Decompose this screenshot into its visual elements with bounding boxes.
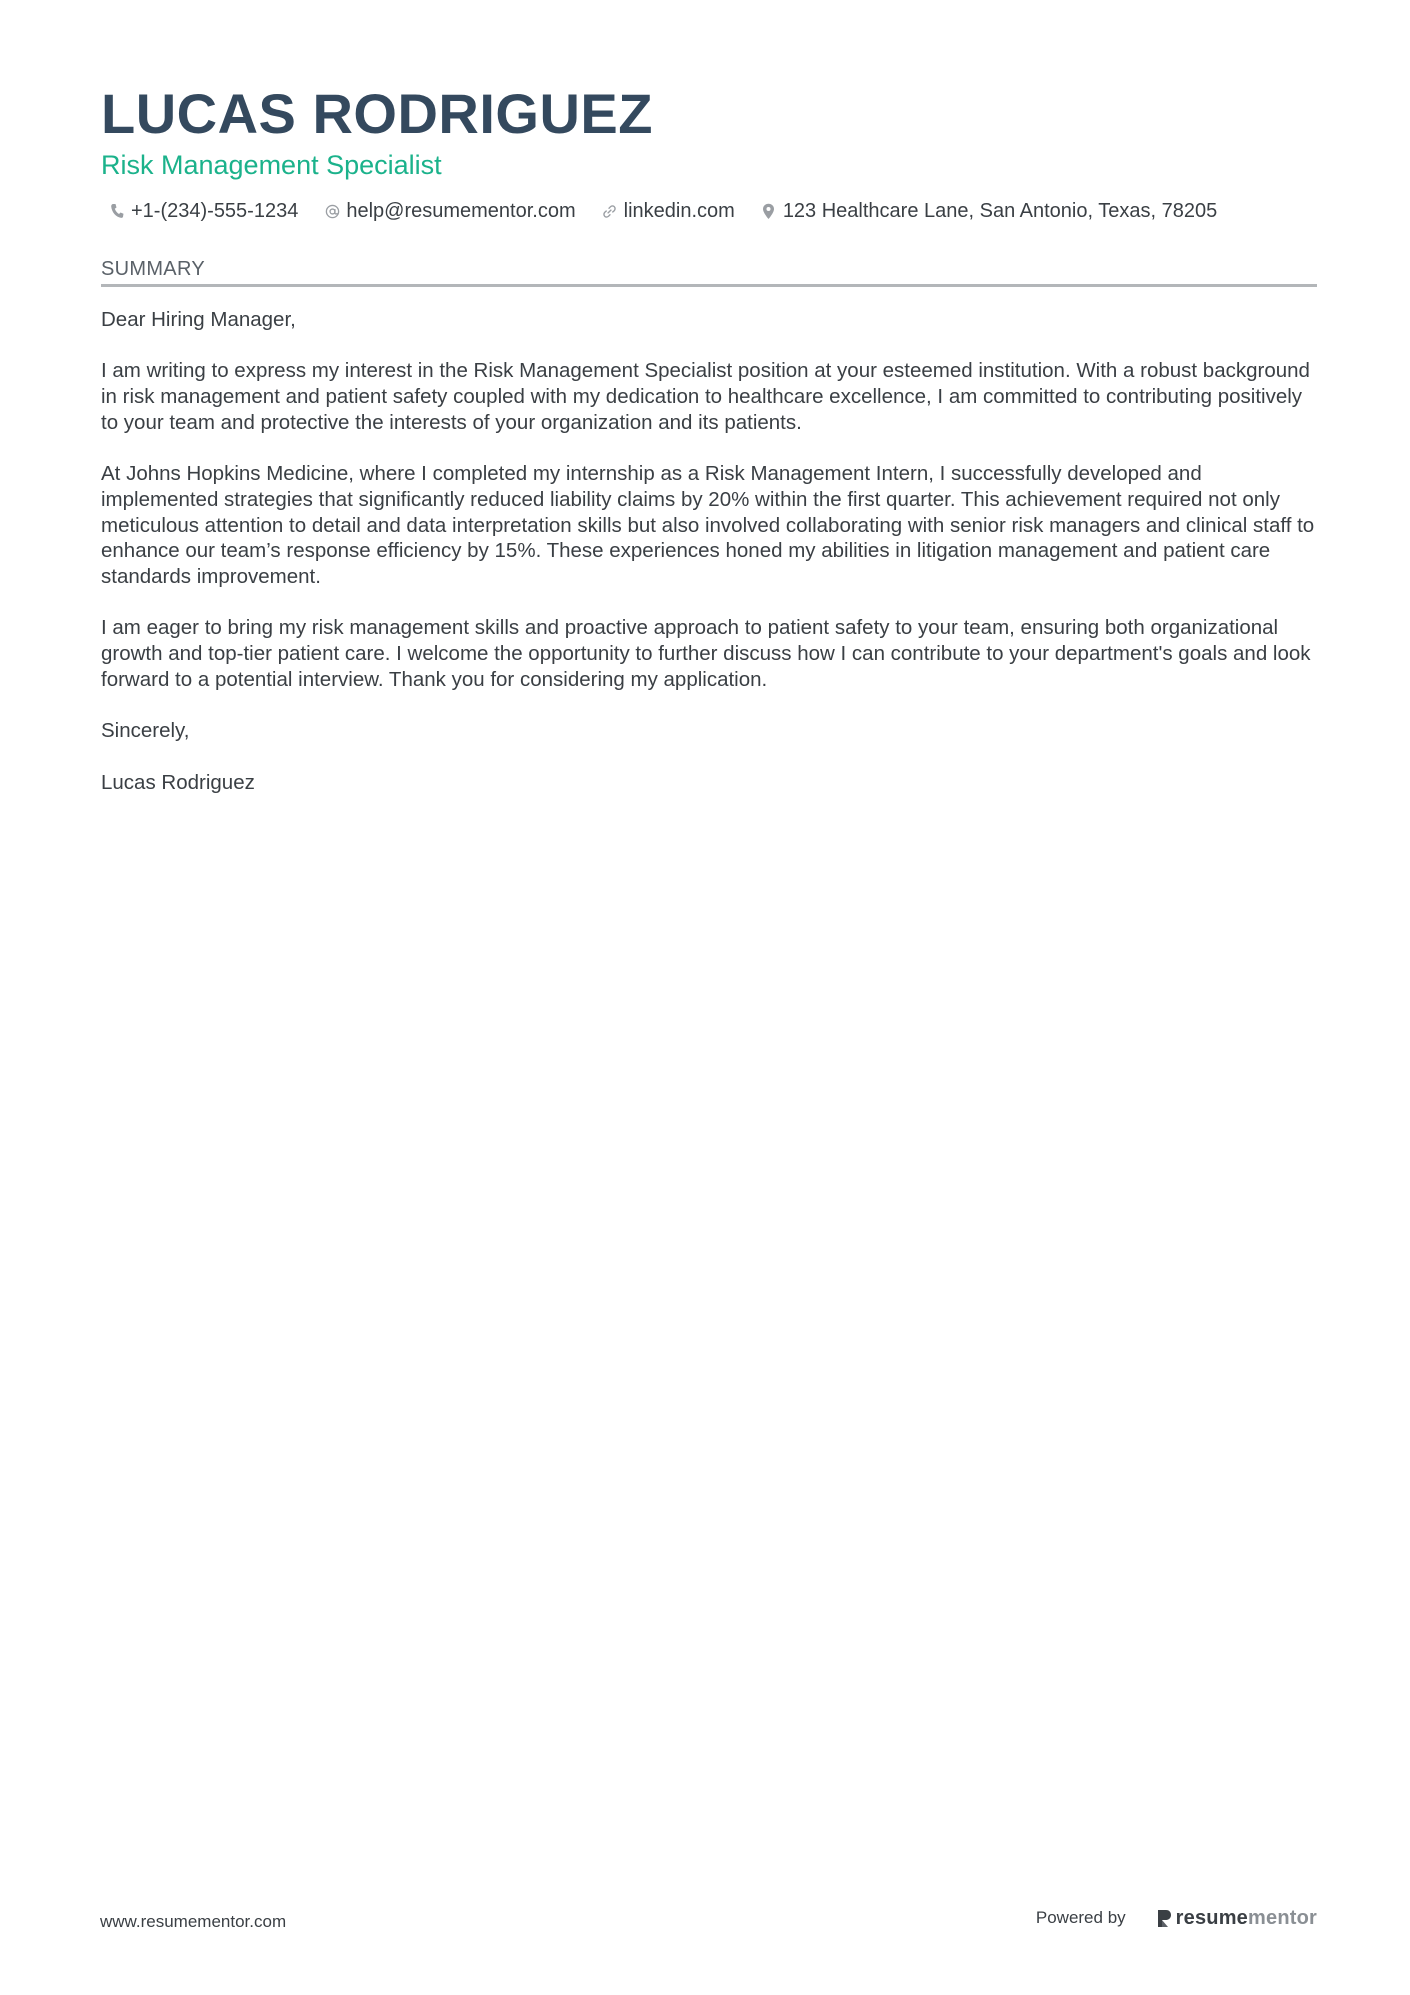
phone-icon [109,202,125,220]
candidate-name: LUCAS RODRIGUEZ [101,82,653,145]
greeting: Dear Hiring Manager, [101,308,296,331]
signature: Lucas Rodriguez [101,770,255,794]
contact-address [761,198,1217,224]
brand-logo[interactable] [1156,1907,1317,1930]
paragraph-1: I am writing to express my interest in the Risk Management Specialist position at your esteemed institution. With a robust background in risk management and patient safety coupled with my dedication to healthcare excellence, I am committed to contributing positively to your team and protective the interests of your organization and its patients. [101,359,1310,434]
brand-text-mentor: mentor [1248,1906,1317,1929]
location-pin-icon [761,202,777,220]
link-icon [602,202,618,220]
footer-website[interactable]: www.resumementor.com [100,1912,287,1931]
resumementor-logo-icon [1156,1908,1172,1928]
website-text: linkedin.com [623,200,735,222]
powered-by-label: Powered by [1035,1908,1126,1927]
phone-text: +1-(234)-555-1234 [131,200,299,222]
letter-body [101,307,1317,795]
brand-text-resume: resume [1175,1906,1249,1929]
email-text: help@resumementor.com [346,200,576,222]
contact-email [324,198,575,224]
summary-heading: SUMMARY [101,256,1317,287]
at-icon [324,202,340,220]
contact-website [602,198,735,224]
job-title: Risk Management Specialist [101,150,442,180]
contact-bar [101,198,1317,224]
paragraph-3: I am eager to bring my risk management skills and proactive approach to patient safety to your team, ensuring both organizational growth and top-tier patient care. I welcome the opportunity to further discuss how I can contribute to your department's goals and look forward to a potential interview. Thank you for considering my application. [101,616,1311,691]
contact-phone [109,198,298,224]
address-text: 123 Healthcare Lane, San Antonio, Texas, 78205 [782,200,1218,222]
footer-branding [1036,1900,1317,1936]
paragraph-2: At Johns Hopkins Medicine, where I completed my internship as a Risk Management Intern, I successfully developed and implemented strategies that significantly reduced liability claims by 20% within the first quarter. This achievement required not only meticulous attention to detail and data interpretation skills but also involved collaborating with senior risk managers and clinical staff to enhance our team’s response efficiency by 15%. These experiences honed my abilities in litigation management and patient care standards improvement. [101,462,1315,588]
cover-letter [101,82,1317,821]
closing: Sincerely, [101,719,190,743]
